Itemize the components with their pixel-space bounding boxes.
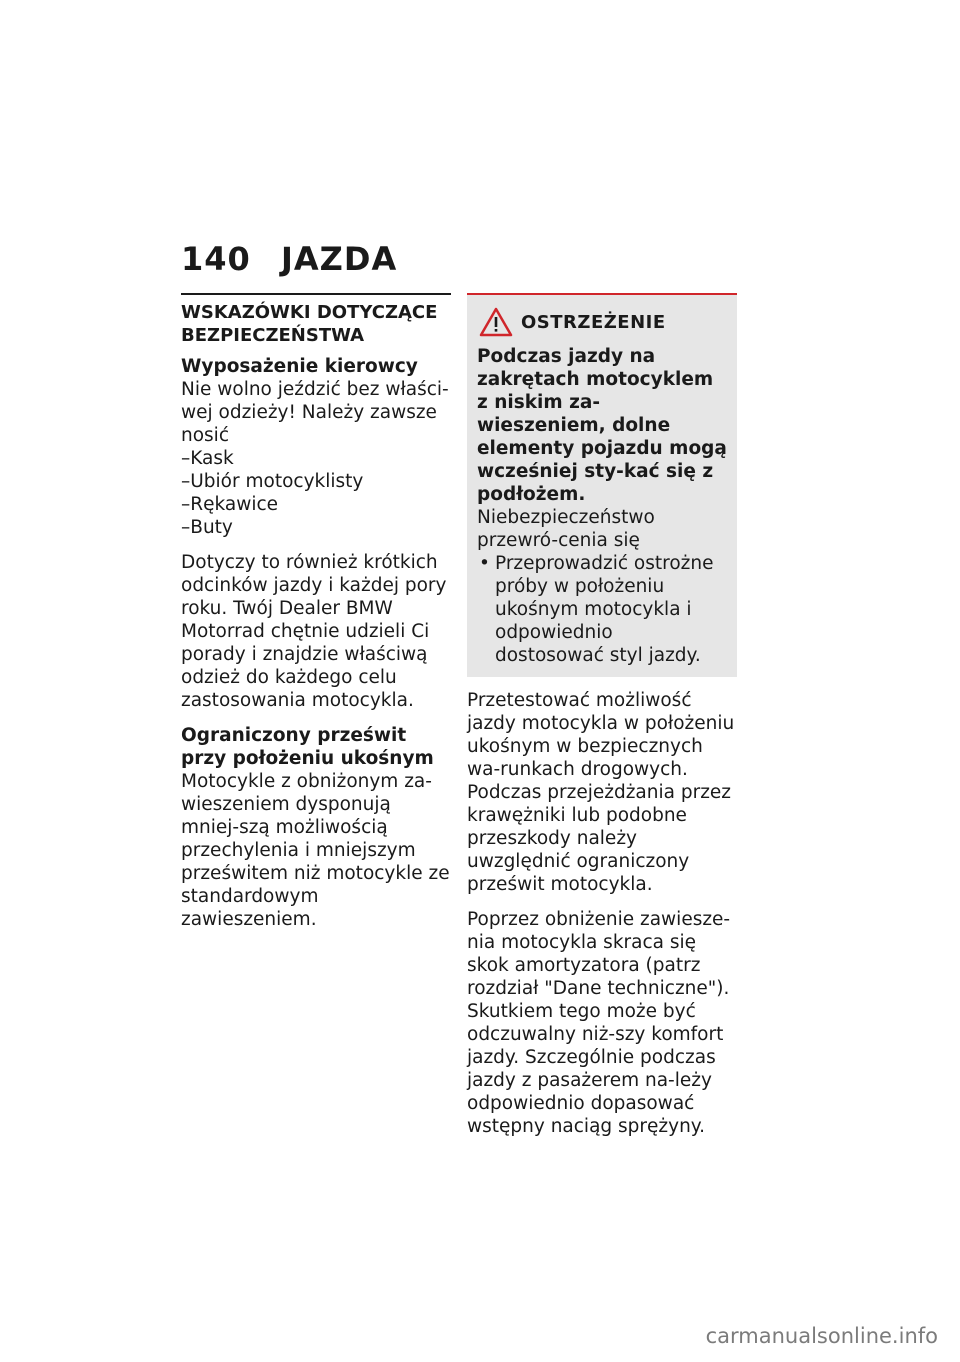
warning-header [477,307,727,337]
warning-action: • Przeprowadzić ostrożne próby w położeniu ukośnym motocykla i odpowiednio dostosować styl jazdy. [477,552,727,667]
warning-title: OSTRZEŻENIE [521,311,666,333]
watermark: carmanualsonline.info [705,1324,938,1348]
section-heading-line1: WSKAZÓWKI DOTYCZĄCE [181,302,438,323]
equipment-list [181,447,451,539]
left-column [181,293,451,943]
suspension-paragraph: Poprzez obniżenie zawiesze-nia motocykla skraca się skok amortyzatora (patrz rozdział "Dane techniczne"). Skutkiem tego może być odczuwalny niż-szy komfort jazdy. Szczególnie podczas jazdy z pasażerem na-leży odpowiednio dopasować wstępny naciąg sprężyny. [467,909,731,1137]
right-column [467,293,737,1150]
section-heading-line2: BEZPIECZEŃSTWA [181,325,365,346]
advice-paragraph: Dotyczy to również krótkich odcinków jazdy i każdej pory roku. Twój Dealer BMW Motorrad chętnie udzieli Ci porady i znajdzie właściwą odzież do każdego celu zastosowania motocykla. [181,552,447,711]
equipment-heading: Wyposażenie kierowcy [181,356,418,377]
warning-triangle-icon [479,307,513,337]
warning-consequence: Niebezpieczeństwo przewró-cenia się [477,507,655,551]
warning-lead: Podczas jazdy na zakrętach motocyklem z niskim za-wieszeniem, dolne elementy pojazdu mogą wcześniej sty-kać się z podłożem. [477,346,727,505]
test-paragraph: Przetestować możliwość jazdy motocykla w położeniu ukośnym w bezpiecznych wa-runkach drogowych. Podczas przejeżdżania przez krawężniki lub podobne przeszkody należy uwzględnić ograniczony prześwit motocykla. [467,690,735,895]
equipment-item-boots: – Buty [181,516,451,539]
section-rule [181,293,451,295]
equipment-item-suit: – Ubiór motocyklisty [181,470,451,493]
clearance-text: Motocykle z obniżonym za-wieszeniem dysponują mniej-szą możliwością przechylenia i mniejszym prześwitem niż motocykle ze standardowym zawieszeniem. [181,771,450,930]
section-heading [181,301,451,347]
page-number: 140 [181,240,251,278]
clearance-heading: Ograniczony prześwit przy położeniu ukośnym [181,725,434,769]
warning-box [467,293,737,677]
chapter-title: JAZDA [281,240,398,278]
equipment-text: Nie wolno jeździć bez właści-wej odzieży! Należy zawsze nosić [181,379,449,446]
equipment-item-gloves: – Rękawice [181,493,451,516]
equipment-item-helmet: – Kask [181,447,451,470]
